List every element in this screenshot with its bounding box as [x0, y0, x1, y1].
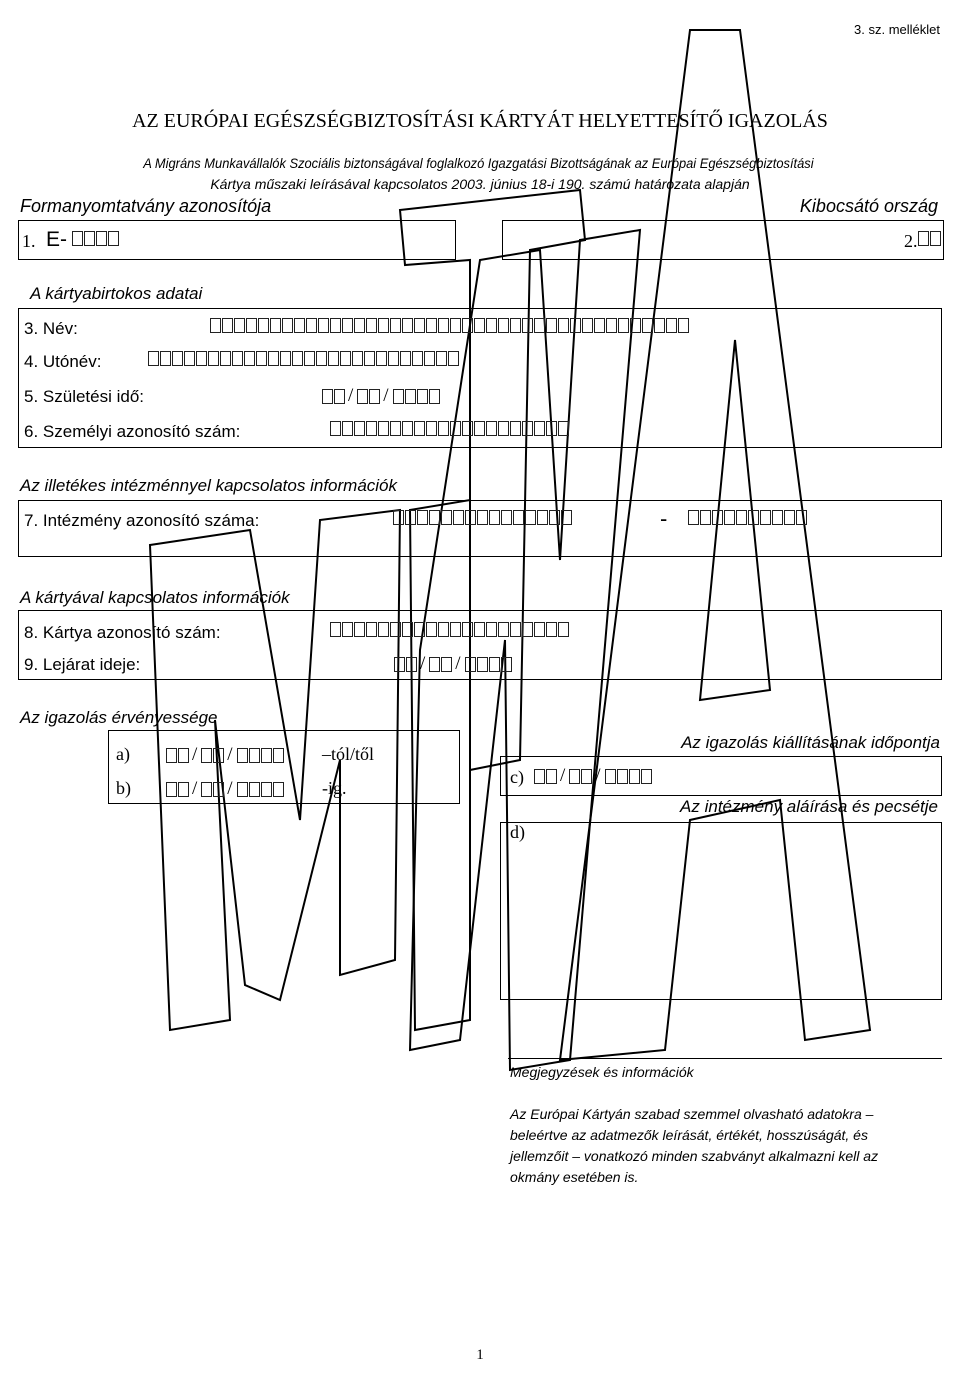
char-cell[interactable]: [184, 351, 195, 366]
char-cell[interactable]: [525, 510, 536, 525]
notes-text: Az Európai Kártyán szabad szemmel olvasható adatokra – beleértve az adatmezők leírását, értékét, hosszúságát, és jellemzőit – vonatkozó minden szabványt alkalmazni kell az okmány esetében is.: [510, 1106, 879, 1185]
watermark-letter-t: [400, 190, 585, 770]
char-cell[interactable]: [549, 510, 560, 525]
char-cell[interactable]: [724, 510, 735, 525]
char-cell[interactable]: [352, 351, 363, 366]
char-cell[interactable]: [546, 318, 557, 333]
char-cell[interactable]: [465, 510, 476, 525]
char-cell[interactable]: [450, 622, 461, 637]
field-c-label: c): [510, 767, 524, 787]
char-cell[interactable]: [796, 510, 807, 525]
char-cell[interactable]: [642, 318, 653, 333]
char-cell[interactable]: [489, 510, 500, 525]
validity-b-input[interactable]: [166, 779, 285, 798]
char-cell[interactable]: [486, 421, 497, 436]
char-cell[interactable]: [510, 622, 521, 637]
char-cell[interactable]: [438, 421, 449, 436]
char-cell[interactable]: [760, 510, 771, 525]
annex-label: 3. sz. melléklet: [854, 22, 940, 37]
char-cell[interactable]: [748, 510, 759, 525]
institution-heading: Az illetékes intézménnyel kapcsolatos információk: [20, 476, 398, 495]
field9-input[interactable]: [394, 654, 513, 673]
char-cell[interactable]: [498, 421, 509, 436]
field2-input[interactable]: [918, 231, 942, 246]
field1-input[interactable]: [72, 231, 120, 246]
char-cell[interactable]: [438, 622, 449, 637]
subtitle-line-1: A Migráns Munkavállalók Szociális biztonságával foglalkozó Igazgatási Bizottságának az Európai Egészségbiztosítási: [143, 155, 814, 171]
char-cell[interactable]: [510, 421, 521, 436]
field-c-input[interactable]: [534, 766, 653, 785]
char-cell[interactable]: [292, 351, 303, 366]
date-separator: /: [420, 653, 428, 674]
char-cell[interactable]: [438, 318, 449, 333]
char-cell[interactable]: [666, 318, 677, 333]
validity-a-input[interactable]: [166, 745, 285, 764]
char-cell[interactable]: [426, 622, 437, 637]
char-cell[interactable]: [462, 622, 473, 637]
validity-a-label: a): [116, 744, 130, 764]
char-cell[interactable]: [234, 318, 245, 333]
char-cell[interactable]: [486, 622, 497, 637]
char-cell[interactable]: [558, 318, 569, 333]
char-cell[interactable]: [450, 421, 461, 436]
char-cell[interactable]: [366, 318, 377, 333]
field9-label: 9. Lejárat ideje:: [24, 655, 141, 674]
char-cell[interactable]: [453, 510, 464, 525]
char-cell[interactable]: [654, 318, 665, 333]
char-cell[interactable]: [160, 351, 171, 366]
char-cell[interactable]: [688, 510, 699, 525]
char-cell[interactable]: [546, 622, 557, 637]
char-cell[interactable]: [388, 351, 399, 366]
char-cell[interactable]: [414, 622, 425, 637]
char-cell[interactable]: [582, 318, 593, 333]
char-cell[interactable]: [414, 421, 425, 436]
form-id-heading: Formanyomtatvány azonosítója: [20, 196, 272, 216]
field8-input[interactable]: [330, 622, 570, 637]
char-cell[interactable]: [294, 318, 305, 333]
field8-label: 8. Kártya azonosító szám:: [24, 623, 221, 642]
notes-heading: Megjegyzések és információk: [510, 1064, 694, 1080]
char-cell[interactable]: [340, 351, 351, 366]
char-cell[interactable]: [429, 510, 440, 525]
char-cell[interactable]: [232, 351, 243, 366]
char-cell[interactable]: [246, 318, 257, 333]
char-cell[interactable]: [258, 318, 269, 333]
char-cell[interactable]: [594, 318, 605, 333]
char-cell[interactable]: [558, 622, 569, 637]
char-cell[interactable]: [784, 510, 795, 525]
char-cell[interactable]: [376, 351, 387, 366]
holder-heading: A kártyabirtokos adatai: [30, 284, 203, 303]
char-cell[interactable]: [678, 318, 689, 333]
char-cell[interactable]: [462, 421, 473, 436]
char-cell[interactable]: [522, 318, 533, 333]
char-cell[interactable]: [330, 622, 341, 637]
char-cell[interactable]: [630, 318, 641, 333]
date-separator: /: [227, 744, 235, 765]
char-cell[interactable]: [424, 351, 435, 366]
char-cell[interactable]: [405, 510, 416, 525]
char-cell[interactable]: [402, 318, 413, 333]
char-cell[interactable]: [736, 510, 747, 525]
date-separator: /: [227, 778, 235, 799]
char-cell[interactable]: [534, 318, 545, 333]
char-cell[interactable]: [328, 351, 339, 366]
char-cell[interactable]: [402, 421, 413, 436]
char-cell[interactable]: [462, 318, 473, 333]
field6-label: 6. Személyi azonosító szám:: [24, 422, 241, 441]
card-heading: A kártyával kapcsolatos információk: [20, 588, 290, 607]
char-cell[interactable]: [558, 421, 569, 436]
issuer-country-box: [502, 220, 944, 260]
char-cell[interactable]: [474, 318, 485, 333]
char-cell[interactable]: [412, 351, 423, 366]
char-cell[interactable]: [772, 510, 783, 525]
signature-box: [500, 822, 942, 1000]
char-cell[interactable]: [304, 351, 315, 366]
char-cell[interactable]: [280, 351, 291, 366]
char-cell[interactable]: [256, 351, 267, 366]
field1-prefix: E-: [46, 228, 67, 251]
char-cell[interactable]: [534, 421, 545, 436]
char-cell[interactable]: [282, 318, 293, 333]
char-cell[interactable]: [306, 318, 317, 333]
notes-rule: [508, 1058, 942, 1059]
char-cell[interactable]: [501, 510, 512, 525]
date-separator: /: [560, 765, 568, 786]
char-cell[interactable]: [513, 510, 524, 525]
char-cell[interactable]: [522, 622, 533, 637]
char-cell[interactable]: [474, 421, 485, 436]
char-cell[interactable]: [316, 351, 327, 366]
char-cell[interactable]: [426, 421, 437, 436]
char-cell[interactable]: [148, 351, 159, 366]
date-separator: /: [192, 778, 200, 799]
char-cell[interactable]: [342, 622, 353, 637]
date-separator: /: [383, 385, 391, 406]
char-cell[interactable]: [522, 421, 533, 436]
page-number: 1: [476, 1347, 484, 1363]
field3-input[interactable]: [210, 318, 690, 333]
validity-b-label: b): [116, 778, 131, 798]
char-cell[interactable]: [426, 318, 437, 333]
char-cell[interactable]: [172, 351, 183, 366]
char-cell[interactable]: [378, 318, 389, 333]
date-separator: /: [192, 744, 200, 765]
char-cell[interactable]: [448, 351, 459, 366]
char-cell[interactable]: [474, 622, 485, 637]
date-separator: /: [348, 385, 356, 406]
char-cell[interactable]: [537, 510, 548, 525]
char-cell[interactable]: [477, 510, 488, 525]
char-cell[interactable]: [712, 510, 723, 525]
page-title: AZ EURÓPAI EGÉSZSÉGBIZTOSÍTÁSI KÁRTYÁT HELYETTESÍTŐ IGAZOLÁS: [132, 110, 828, 132]
validity-a-suffix: –tól/től: [322, 744, 375, 764]
char-cell[interactable]: [534, 622, 545, 637]
date-separator: /: [455, 653, 463, 674]
field7-input-part1[interactable]: [393, 510, 573, 525]
char-cell[interactable]: [414, 318, 425, 333]
signature-heading: Az intézmény aláírása és pecsétje: [680, 797, 938, 816]
char-cell[interactable]: [366, 622, 377, 637]
char-cell[interactable]: [342, 421, 353, 436]
field3-label: 3. Név:: [24, 319, 78, 338]
char-cell[interactable]: [450, 318, 461, 333]
field4-input[interactable]: [148, 351, 460, 366]
char-cell[interactable]: [498, 318, 509, 333]
char-cell[interactable]: [510, 318, 521, 333]
field5-label: 5. Születési idő:: [24, 387, 145, 406]
char-cell[interactable]: [402, 622, 413, 637]
char-cell[interactable]: [606, 318, 617, 333]
field-d-label: d): [510, 822, 525, 842]
char-cell[interactable]: [354, 318, 365, 333]
field7-label: 7. Intézmény azonosító száma:: [24, 511, 260, 530]
char-cell[interactable]: [441, 510, 452, 525]
field7-separator: -: [660, 506, 668, 531]
char-cell[interactable]: [222, 318, 233, 333]
field1-label: 1.: [22, 231, 36, 251]
char-cell[interactable]: [330, 421, 341, 436]
date-separator: /: [595, 765, 603, 786]
field6-input[interactable]: [330, 421, 570, 436]
char-cell[interactable]: [436, 351, 447, 366]
char-cell[interactable]: [393, 510, 404, 525]
char-cell[interactable]: [570, 318, 581, 333]
char-cell[interactable]: [618, 318, 629, 333]
char-cell[interactable]: [268, 351, 279, 366]
validity-heading: Az igazolás érvényessége: [20, 708, 218, 727]
char-cell[interactable]: [318, 318, 329, 333]
char-cell[interactable]: [486, 318, 497, 333]
char-cell[interactable]: [220, 351, 231, 366]
char-cell[interactable]: [417, 510, 428, 525]
char-cell[interactable]: [498, 622, 509, 637]
char-cell[interactable]: [354, 622, 365, 637]
char-cell[interactable]: [546, 421, 557, 436]
char-cell[interactable]: [364, 351, 375, 366]
char-cell[interactable]: [378, 421, 389, 436]
field5-input[interactable]: [322, 386, 441, 405]
char-cell[interactable]: [366, 421, 377, 436]
issue-date-heading: Az igazolás kiállításának időpontja: [681, 733, 940, 752]
char-cell[interactable]: [390, 421, 401, 436]
validity-b-suffix: -ig.: [322, 778, 347, 798]
char-cell[interactable]: [244, 351, 255, 366]
field4-label: 4. Utónév:: [24, 352, 102, 371]
char-cell[interactable]: [400, 351, 411, 366]
char-cell[interactable]: [208, 351, 219, 366]
issuer-heading: Kibocsátó ország: [799, 196, 938, 216]
char-cell[interactable]: [700, 510, 711, 525]
field2-label: 2.: [904, 231, 918, 251]
char-cell[interactable]: [330, 318, 341, 333]
char-cell[interactable]: [196, 351, 207, 366]
subtitle-line-2: Kártya műszaki leírásával kapcsolatos 2003. június 18-i 190. számú határozata alapján: [210, 176, 750, 192]
char-cell[interactable]: [354, 421, 365, 436]
char-cell[interactable]: [378, 622, 389, 637]
field7-input-part2[interactable]: [688, 510, 808, 525]
char-cell[interactable]: [210, 318, 221, 333]
char-cell[interactable]: [390, 622, 401, 637]
char-cell[interactable]: [561, 510, 572, 525]
char-cell[interactable]: [390, 318, 401, 333]
char-cell[interactable]: [270, 318, 281, 333]
char-cell[interactable]: [342, 318, 353, 333]
